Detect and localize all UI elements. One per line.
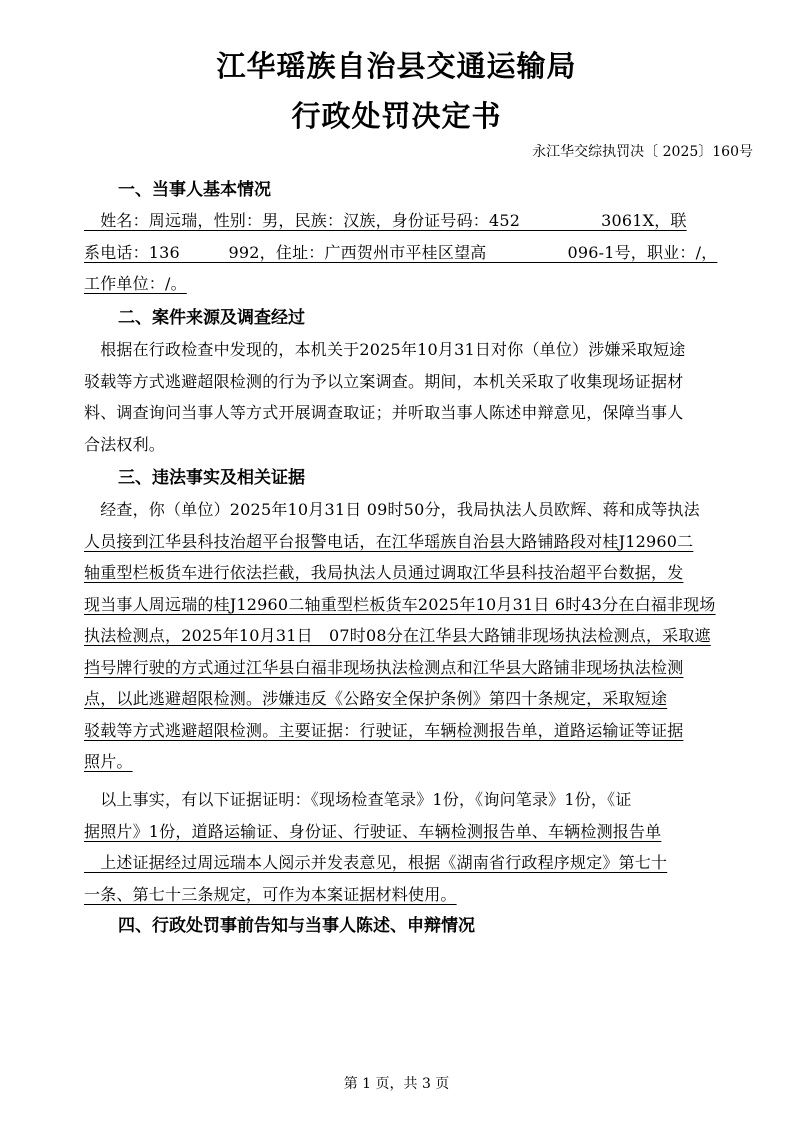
text-line: 挡号牌行驶的方式通过江华县白福非现场执法检测点和江华县大路铺非现场执法检测 bbox=[84, 657, 684, 677]
org-title: 江华瑶族自治县交通运输局 bbox=[216, 49, 577, 83]
text-line: 一条、第七十三条规定，可作为本案证据材料使用。 bbox=[84, 884, 457, 904]
text-line: 根据在行政检查中发现的，本机关于2025年10月31日对你（单位）涉嫌采取短途 bbox=[84, 340, 686, 359]
case-source-paragraph bbox=[84, 334, 752, 460]
text-line: 执法检测点，2025年10月31日 07时08分在江华县大路铺非现场执法检测点，采取遮 bbox=[84, 626, 711, 645]
text-line: 点，以此逃避超限检测。涉嫌违反《公路安全保护条例》第四十条规定，采取短途 bbox=[84, 689, 668, 708]
text-line: 轴重型栏板货车进行依法拦截，我局执法人员通过调取江华县科技治超平台数据，发 bbox=[84, 563, 684, 582]
text-line: 驳载等方式逃避超限检测。主要证据：行驶证，车辆检测报告单，道路运输证等证据 bbox=[84, 720, 684, 740]
party-info-paragraph bbox=[84, 205, 752, 300]
text-line: 人员接到江华县科技治超平台报警电话，在江华瑶族自治县大路铺路段对桂J12960二 bbox=[84, 531, 694, 551]
text-line: 经查，你（单位）2025年10月31日 09时50分，我局执法人员欧辉、蒋和成等执法 bbox=[84, 500, 700, 519]
section-heading-prior-notice: 四、行政处罚事前告知与当事人陈述、申辩情况 bbox=[118, 916, 475, 936]
violation-facts-paragraph bbox=[84, 494, 752, 778]
text-line: 现当事人周远瑞的桂J12960二轴重型栏板货车2025年10月31日 6时43分在白福非现场 bbox=[84, 594, 716, 614]
evidence-confirm-paragraph bbox=[84, 847, 752, 910]
text-line: 驳载等方式逃避超限检测的行为予以立案调查。期间，本机关采取了收集现场证据材 bbox=[84, 371, 684, 391]
text-line: 合法权利。 bbox=[84, 434, 166, 454]
section-heading-violation-facts: 三、违法事实及相关证据 bbox=[118, 468, 305, 488]
text-line: 据照片》1份，道路运输证、身份证、行驶证、车辆检测报告单、车辆检测报告单 bbox=[84, 821, 662, 841]
doc-title: 行政处罚决定书 bbox=[291, 99, 502, 133]
text-line: 照片。 bbox=[84, 752, 133, 771]
section-heading-case-source: 二、案件来源及调查经过 bbox=[118, 308, 305, 328]
doc-number: 永江华交综执罚决〔 2025〕160号 bbox=[532, 144, 753, 160]
text-line: 系电话：136 992，住址：广西贺州市平桂区望高 096-1号，职业：/， bbox=[84, 242, 718, 262]
text-line: 上述证据经过周远瑞本人阅示并发表意见，根据《湖南省行政程序规定》第七十 bbox=[84, 853, 668, 872]
evidence-list-paragraph bbox=[84, 784, 752, 847]
text-line: 姓名：周远瑞，性别：男，民族：汉族，身份证号码：452 3061X，联 bbox=[84, 211, 687, 230]
text-line: 料、调查询问当事人等方式开展调查取证；并听取当事人陈述申辩意见，保障当事人 bbox=[84, 403, 684, 422]
text-line: 以上事实，有以下证据证明：《现场检查笔录》1份，《询问笔录》1份，《证 bbox=[84, 790, 632, 809]
section-heading-party-info: 一、当事人基本情况 bbox=[118, 180, 271, 200]
text-line: 工作单位：/。 bbox=[84, 274, 187, 293]
page-number: 第 1 页，共 3 页 bbox=[343, 1076, 450, 1092]
